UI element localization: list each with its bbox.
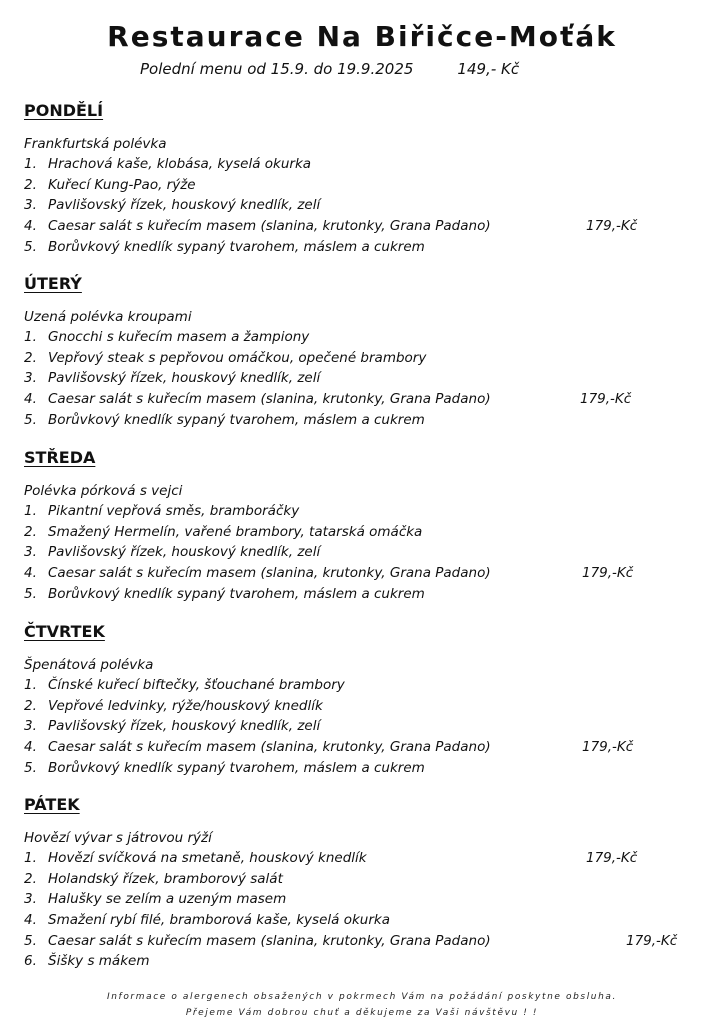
menu-item	[24, 327, 714, 348]
menu-item-text: Čínské kuřecí biftečky, šťouchané brambory	[48, 677, 345, 693]
menu-item-text: Smažení rybí filé, bramborová kaše, kyselá okurka	[48, 912, 390, 929]
menu-item	[24, 389, 714, 410]
menu-base-price: 149,- Kč	[457, 60, 520, 78]
menu-item-text: Pikantní vepřová směs, bramboráčky	[48, 503, 300, 519]
menu-item-number: 4.	[24, 391, 37, 408]
menu-item-text: Pavlišovský řízek, houskový knedlík, zelí	[48, 544, 321, 561]
menu-item-number: 3.	[24, 544, 37, 561]
allergen-note: Informace o alergenech obsažených v pokrmech Vám na požádání poskytne obsluha.	[107, 992, 617, 1002]
menu-item-text: Borůvkový knedlík sypaný tvarohem, máslem a cukrem	[48, 585, 425, 602]
menu-item	[24, 237, 714, 258]
menu-item	[24, 951, 714, 972]
menu-item	[24, 542, 714, 563]
menu-subtitle	[140, 60, 519, 78]
menu-item-price: 179,-Kč	[626, 932, 678, 949]
menu-item-price: 179,-Kč	[586, 218, 638, 235]
menu-item	[24, 848, 714, 869]
menu-item	[24, 931, 714, 952]
menu-item-text: Pavlišovský řízek, houskový knedlík, zelí	[48, 718, 321, 735]
menu-item	[24, 758, 714, 779]
menu-item-number: 5.	[24, 759, 37, 776]
day-heading: ÚTERÝ	[24, 274, 82, 293]
menu-item-number: 3.	[24, 197, 37, 214]
soup-of-the-day: Uzená polévka kroupami	[24, 309, 192, 325]
menu-item-text: Borůvkový knedlík sypaný tvarohem, máslem a cukrem	[48, 759, 425, 776]
day-heading: PÁTEK	[24, 795, 80, 814]
menu-item-number: 3.	[24, 718, 37, 735]
menu-item	[24, 563, 714, 584]
menu-item-number: 2.	[24, 176, 37, 193]
menu-item	[24, 675, 714, 696]
menu-item-number: 5.	[24, 411, 37, 428]
day-section	[24, 620, 714, 778]
day-heading: ČTVRTEK	[24, 622, 105, 641]
menu-item-text: Caesar salát s kuřecím masem (slanina, krutonky, Grana Padano)	[48, 391, 491, 408]
menu-item	[24, 175, 714, 196]
menu-item-text: Pavlišovský řízek, houskový knedlík, zelí	[48, 197, 321, 214]
menu-item	[24, 410, 714, 431]
day-section	[24, 99, 714, 257]
menu-item-text: Vepřový steak s pepřovou omáčkou, opečené brambory	[48, 349, 427, 366]
menu-item	[24, 889, 714, 910]
menu-item	[24, 584, 714, 605]
soup-of-the-day: Frankfurtská polévka	[24, 136, 167, 152]
menu-item-text: Holandský řízek, bramborový salát	[48, 870, 283, 887]
menu-item-number: 5.	[24, 585, 37, 602]
menu-item-price: 179,-Kč	[586, 850, 638, 866]
menu-period: Polední menu od 15.9. do 19.9.2025	[140, 60, 414, 78]
day-heading: PONDĚLÍ	[24, 101, 104, 120]
menu-item-text: Pavlišovský řízek, houskový knedlík, zelí	[48, 370, 321, 387]
menu-item	[24, 195, 714, 216]
menu-item-text: Borůvkový knedlík sypaný tvarohem, máslem a cukrem	[48, 411, 425, 428]
soup-of-the-day: Hovězí vývar s játrovou rýží	[24, 830, 212, 846]
menu-item-number: 1.	[24, 156, 37, 172]
menu-item-price: 179,-Kč	[580, 391, 632, 408]
menu-item-number: 4.	[24, 565, 37, 582]
menu-item-text: Kuřecí Kung-Pao, rýže	[48, 176, 196, 193]
menu-item	[24, 696, 714, 717]
menu-item	[24, 737, 714, 758]
menu-item-number: 1.	[24, 503, 37, 519]
soup-of-the-day: Špenátová polévka	[24, 657, 154, 673]
restaurant-title: Restaurace Na Biřičce-Moťák	[107, 20, 617, 53]
menu-item-text: Gnocchi s kuřecím masem a žampiony	[48, 329, 310, 345]
menu-item-number: 2.	[24, 870, 37, 887]
menu-item-text: Caesar salát s kuřecím masem (slanina, krutonky, Grana Padano)	[48, 565, 491, 582]
menu-item-text: Halušky se zelím a uzeným masem	[48, 891, 287, 908]
day-section	[24, 793, 714, 972]
menu-item-number: 1.	[24, 850, 37, 866]
menu-item-number: 6.	[24, 953, 37, 970]
menu-item-number: 2.	[24, 349, 37, 366]
menu-item	[24, 154, 714, 175]
menu-item-number: 2.	[24, 523, 37, 540]
menu-item-text: Šišky s mákem	[48, 953, 150, 970]
menu-item	[24, 216, 714, 237]
menu-item-text: Hrachová kaše, klobása, kyselá okurka	[48, 156, 312, 172]
menu-item-number: 2.	[24, 697, 37, 714]
menu-item-number: 5.	[24, 932, 37, 949]
menu-item	[24, 869, 714, 890]
menu-item-text: Smažený Hermelín, vařené brambory, tatarská omáčka	[48, 523, 423, 540]
menu-item-text: Hovězí svíčková na smetaně, houskový knedlík	[48, 850, 367, 866]
menu-item	[24, 368, 714, 389]
menu-item	[24, 522, 714, 543]
day-section	[24, 446, 714, 604]
menu-item-number: 1.	[24, 329, 37, 345]
menu-item-text: Vepřové ledvinky, rýže/houskový knedlík	[48, 697, 323, 714]
menu-item-number: 4.	[24, 218, 37, 235]
menu-item-text: Caesar salát s kuřecím masem (slanina, krutonky, Grana Padano)	[48, 218, 491, 235]
menu-item	[24, 910, 714, 931]
menu-item-price: 179,-Kč	[582, 739, 634, 756]
menu-item-number: 5.	[24, 238, 37, 255]
soup-of-the-day: Polévka pórková s vejci	[24, 483, 183, 499]
menu-item-text: Caesar salát s kuřecím masem (slanina, krutonky, Grana Padano)	[48, 932, 491, 949]
menu-item-number: 3.	[24, 370, 37, 387]
menu-item-number: 3.	[24, 891, 37, 908]
menu-item	[24, 348, 714, 369]
day-heading: STŘEDA	[24, 448, 96, 467]
menu-item-text: Borůvkový knedlík sypaný tvarohem, máslem a cukrem	[48, 238, 425, 255]
day-section	[24, 272, 714, 430]
menu-item-number: 4.	[24, 739, 37, 756]
menu-item-text: Caesar salát s kuřecím masem (slanina, krutonky, Grana Padano)	[48, 739, 491, 756]
menu-item-number: 1.	[24, 677, 37, 693]
thank-you-note: Přejeme Vám dobrou chuť a děkujeme za Vaši návštěvu ! !	[185, 1008, 539, 1018]
menu-item-price: 179,-Kč	[582, 565, 634, 582]
menu-item	[24, 716, 714, 737]
menu-item	[24, 501, 714, 522]
menu-item-number: 4.	[24, 912, 37, 929]
